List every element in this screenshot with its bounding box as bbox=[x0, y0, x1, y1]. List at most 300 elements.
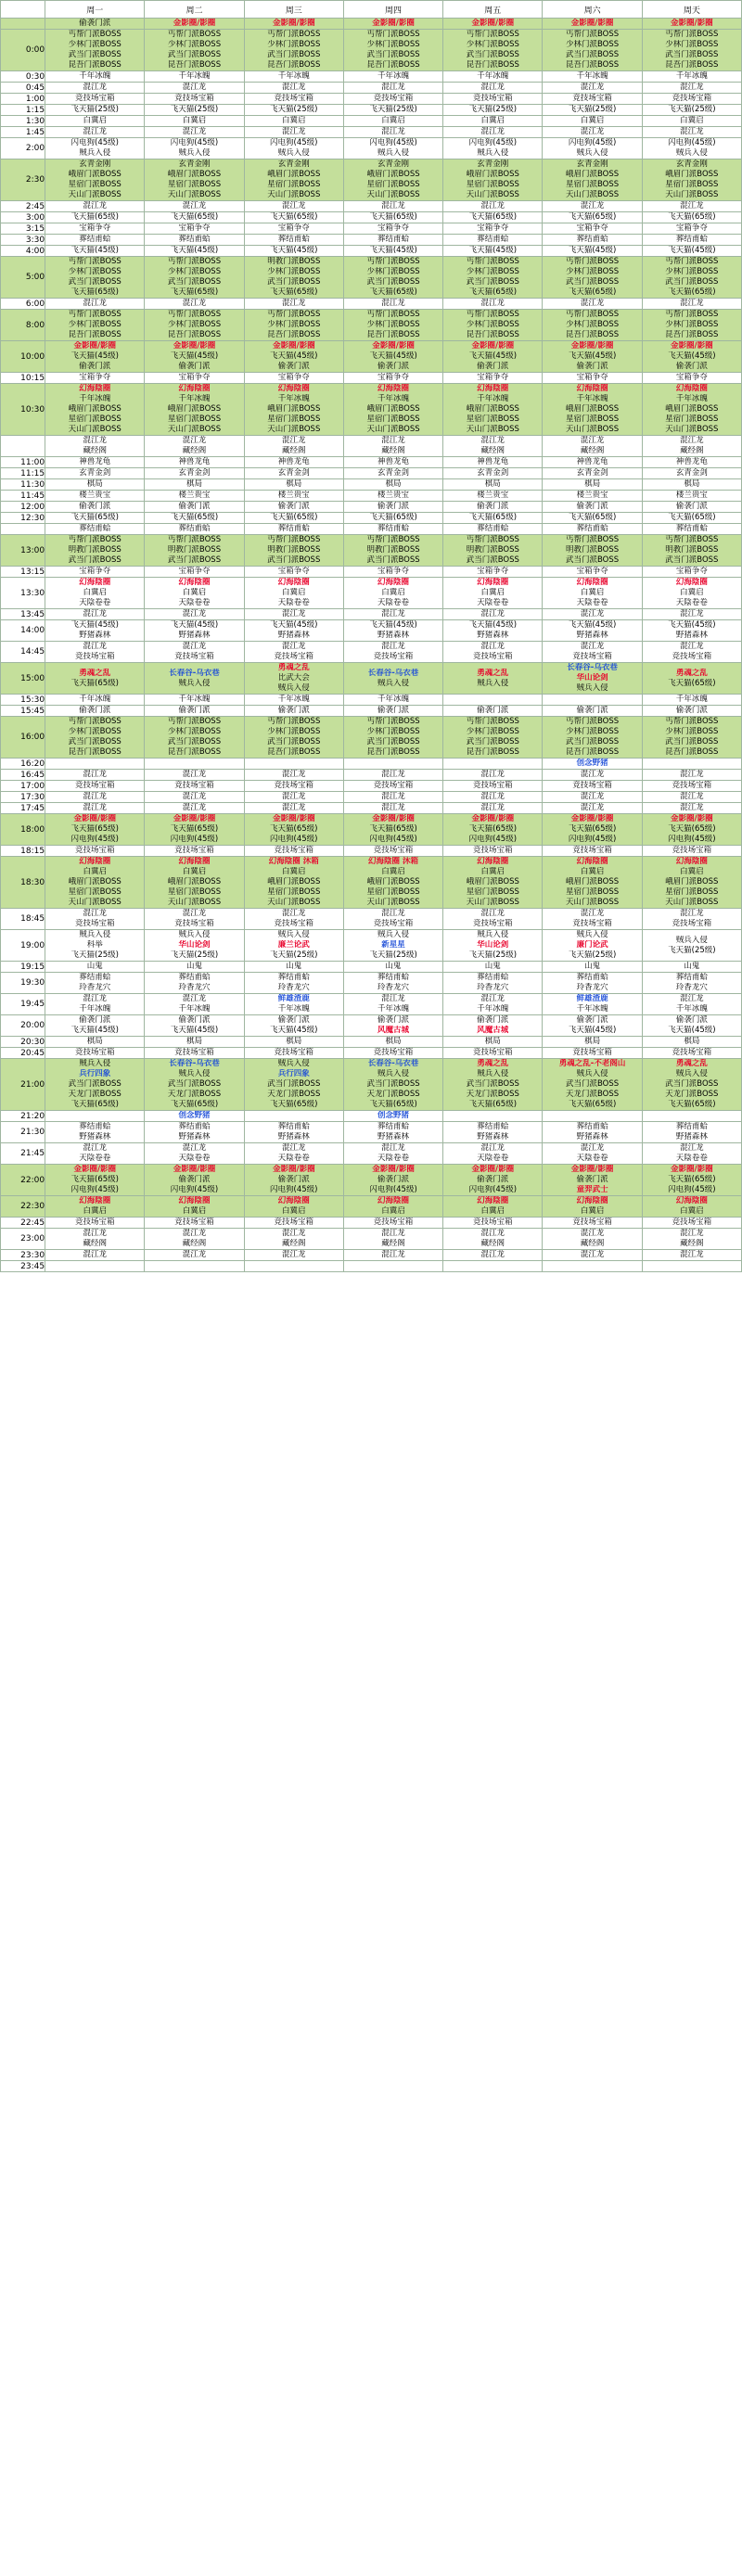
row-time-label: 16:00 bbox=[1, 717, 45, 759]
event-label: 竞技场宝箱 bbox=[672, 94, 712, 103]
event-label: 天山门派BOSS bbox=[665, 898, 719, 907]
schedule-cell bbox=[45, 513, 145, 524]
schedule-cell bbox=[145, 373, 244, 384]
schedule-cell bbox=[45, 535, 145, 567]
row-time-label: 15:30 bbox=[1, 695, 45, 706]
event-label: 混江龙 bbox=[381, 83, 405, 92]
schedule-cell bbox=[145, 609, 244, 620]
schedule-cell bbox=[343, 930, 442, 962]
event-label: 宝箱争夺 bbox=[277, 223, 310, 233]
event-label: 白冀启 bbox=[680, 867, 704, 876]
schedule-cell bbox=[642, 994, 741, 1015]
event-label: 丐帮门派BOSS bbox=[466, 717, 519, 726]
event-label: 竞技场宝箱 bbox=[373, 846, 414, 855]
schedule-cell bbox=[443, 502, 543, 513]
schedule-cell bbox=[45, 223, 145, 235]
event-label: 勇魂之乱 bbox=[277, 663, 310, 672]
event-label: 混江龙 bbox=[480, 909, 505, 918]
schedule-cell bbox=[145, 994, 244, 1015]
schedule-cell bbox=[443, 535, 543, 567]
event-label: 竞技场宝箱 bbox=[572, 781, 612, 790]
schedule-cell bbox=[642, 1196, 741, 1218]
event-label: 藏经阁 bbox=[680, 446, 704, 455]
event-label: 竞技场宝箱 bbox=[74, 94, 115, 103]
schedule-cell bbox=[443, 706, 543, 717]
schedule-cell bbox=[145, 973, 244, 994]
schedule-cell bbox=[45, 246, 145, 257]
header-time-col bbox=[1, 1, 45, 19]
event-label: 偷袭门派 bbox=[277, 362, 310, 371]
event-label: 千年冰魄 bbox=[277, 71, 310, 81]
row-time-label: 21:30 bbox=[1, 1122, 45, 1143]
event-label: 飞天猫(45级) bbox=[270, 1026, 318, 1035]
event-label: 竞技场宝箱 bbox=[373, 652, 414, 661]
schedule-cell bbox=[343, 578, 442, 609]
event-label: 天山门派BOSS bbox=[267, 190, 321, 199]
event-label: 峨眉门派BOSS bbox=[366, 170, 420, 179]
event-label: 峨眉门派BOSS bbox=[565, 170, 620, 179]
event-label: 混江龙 bbox=[282, 127, 306, 136]
row-time-label: 6:00 bbox=[1, 299, 45, 310]
event-label: 少林门派BOSS bbox=[267, 727, 321, 736]
table-row bbox=[1, 1261, 742, 1272]
schedule-cell bbox=[343, 235, 442, 246]
schedule-cell bbox=[642, 127, 741, 138]
event-label: 科举 bbox=[86, 940, 103, 950]
event-label: 昆吾门派BOSS bbox=[267, 60, 321, 70]
event-label bbox=[543, 695, 641, 705]
event-label: 偷袭门派 bbox=[79, 362, 111, 371]
schedule-cell bbox=[343, 642, 442, 663]
schedule-cell bbox=[145, 770, 244, 781]
event-label: 兵行四象 bbox=[277, 1069, 310, 1078]
table-row bbox=[1, 781, 742, 792]
row-time-label: 11:00 bbox=[1, 457, 45, 468]
event-label: 闪电狗(45级) bbox=[568, 138, 617, 147]
schedule-cell bbox=[343, 83, 442, 94]
row-time-label: 15:45 bbox=[1, 706, 45, 717]
schedule-cell bbox=[543, 781, 642, 792]
event-label: 飞天猫(65级) bbox=[170, 513, 219, 522]
event-label: 金影圈/影圈 bbox=[372, 341, 415, 351]
event-label: 偷袭门派 bbox=[377, 1175, 410, 1184]
row-time-label: 1:15 bbox=[1, 105, 45, 116]
event-label: 神兽龙龟 bbox=[675, 457, 708, 466]
event-label: 幻海陰圈 bbox=[477, 578, 509, 587]
event-label: 飞天猫(45级) bbox=[369, 351, 417, 361]
schedule-cell bbox=[45, 468, 145, 479]
schedule-cell bbox=[543, 663, 642, 695]
event-label: 明教门派BOSS bbox=[267, 545, 321, 555]
event-label: 丐帮门派BOSS bbox=[366, 257, 420, 266]
event-label: 丐帮门派BOSS bbox=[167, 535, 222, 544]
event-label: 星宿门派BOSS bbox=[665, 180, 719, 189]
schedule-cell bbox=[642, 962, 741, 973]
row-time-label: 12:00 bbox=[1, 502, 45, 513]
table-row bbox=[1, 384, 742, 436]
event-label: 飞天猫(25级) bbox=[270, 105, 318, 114]
event-label: 丐帮门派BOSS bbox=[267, 30, 321, 39]
event-label: 竞技场宝箱 bbox=[174, 652, 214, 661]
event-label: 少林门派BOSS bbox=[68, 320, 122, 329]
event-label: 玲香龙穴 bbox=[477, 983, 509, 992]
event-label: 昆吾门派BOSS bbox=[167, 747, 222, 757]
event-label: 竞技场宝箱 bbox=[74, 919, 115, 928]
event-label: 武当门派BOSS bbox=[68, 50, 122, 59]
event-label: 天山门派BOSS bbox=[466, 425, 519, 434]
event-label: 偷袭门派 bbox=[277, 706, 310, 715]
schedule-cell bbox=[642, 803, 741, 814]
event-label: 创念野猪 bbox=[576, 759, 608, 768]
schedule-cell bbox=[145, 436, 244, 457]
event-label: 偷袭门派 bbox=[277, 1175, 310, 1184]
event-label: 明教门派BOSS bbox=[665, 545, 719, 555]
event-label: 丐帮门派BOSS bbox=[68, 535, 122, 544]
event-label: 天陰卷卷 bbox=[477, 598, 509, 607]
schedule-cell bbox=[244, 535, 343, 567]
event-label: 葬结甫蛤 bbox=[576, 1122, 608, 1131]
event-label: 野猪森林 bbox=[477, 1132, 509, 1141]
event-label: 藏经阁 bbox=[282, 446, 306, 455]
schedule-cell bbox=[543, 30, 642, 71]
event-label: 混江龙 bbox=[381, 994, 405, 1003]
event-label: 偷袭门派 bbox=[277, 1015, 310, 1025]
event-label: 天山门派BOSS bbox=[366, 425, 420, 434]
event-label bbox=[643, 1261, 741, 1271]
event-label bbox=[45, 1261, 144, 1271]
event-label: 鲜雄渣鹿 bbox=[277, 994, 310, 1003]
event-label: 野猪森林 bbox=[79, 1132, 111, 1141]
event-label: 天陰卷卷 bbox=[79, 1154, 111, 1163]
schedule-cell bbox=[244, 30, 343, 71]
event-label: 千年冰魄 bbox=[675, 71, 708, 81]
schedule-cell bbox=[45, 846, 145, 857]
table-row bbox=[1, 1250, 742, 1261]
schedule-cell bbox=[45, 792, 145, 803]
schedule-cell bbox=[145, 1048, 244, 1059]
event-label: 幻海陰圈 bbox=[178, 1196, 211, 1205]
event-label: 幻海陰圈 bbox=[576, 578, 608, 587]
event-label: 飞天猫(65级) bbox=[70, 212, 119, 222]
event-label: 混江龙 bbox=[480, 770, 505, 779]
event-label: 武当门派BOSS bbox=[366, 555, 420, 565]
schedule-cell bbox=[343, 138, 442, 159]
event-label: 藏经阁 bbox=[381, 1239, 405, 1248]
event-label: 华山论剑 bbox=[178, 940, 211, 950]
table-row bbox=[1, 717, 742, 759]
event-label: 飞天猫(45级) bbox=[70, 1026, 119, 1035]
event-label: 天山门派BOSS bbox=[565, 190, 620, 199]
event-label: 贼兵入侵 bbox=[576, 148, 608, 158]
event-label: 幻海陰圈 沐箱 bbox=[368, 857, 419, 866]
schedule-cell bbox=[343, 373, 442, 384]
event-label: 棋局 bbox=[385, 479, 402, 489]
event-label: 金影圈/影圈 bbox=[73, 814, 117, 823]
event-label: 天山门派BOSS bbox=[267, 898, 321, 907]
event-label: 金影圈/影圈 bbox=[272, 341, 315, 351]
event-label: 混江龙 bbox=[182, 201, 207, 210]
event-label: 棋局 bbox=[186, 1037, 203, 1046]
event-label: 野猪森林 bbox=[576, 1132, 608, 1141]
schedule-cell bbox=[543, 1165, 642, 1196]
event-label bbox=[443, 759, 542, 769]
schedule-cell bbox=[343, 384, 442, 436]
event-label: 幻海陰圈 bbox=[576, 384, 608, 393]
event-label: 混江龙 bbox=[282, 792, 306, 801]
event-label: 藏经阁 bbox=[83, 446, 107, 455]
event-label: 峨眉门派BOSS bbox=[665, 877, 719, 886]
event-label: 玄青金剑 bbox=[178, 468, 211, 478]
event-label: 混江龙 bbox=[381, 127, 405, 136]
event-label: 混江龙 bbox=[580, 642, 605, 651]
event-label: 峨眉门派BOSS bbox=[68, 877, 122, 886]
schedule-cell bbox=[343, 1037, 442, 1048]
event-label: 葬结甫蛤 bbox=[675, 235, 708, 244]
schedule-cell bbox=[343, 246, 442, 257]
row-time-label: 20:30 bbox=[1, 1037, 45, 1048]
event-label: 天龙门派BOSS bbox=[366, 1090, 420, 1099]
event-label: 偷袭门派 bbox=[377, 1015, 410, 1025]
schedule-cell bbox=[642, 310, 741, 341]
event-label: 混江龙 bbox=[580, 1143, 605, 1153]
event-label: 竞技场宝箱 bbox=[174, 846, 214, 855]
event-label: 白冀启 bbox=[580, 588, 605, 597]
schedule-cell bbox=[45, 994, 145, 1015]
event-label: 混江龙 bbox=[282, 609, 306, 618]
event-label: 昆吾门派BOSS bbox=[267, 747, 321, 757]
event-label: 宝箱争夺 bbox=[277, 567, 310, 576]
event-label: 葬结甫蛤 bbox=[477, 235, 509, 244]
table-row bbox=[1, 1015, 742, 1037]
schedule-cell bbox=[443, 909, 543, 930]
schedule-cell bbox=[145, 695, 244, 706]
schedule-cell bbox=[343, 567, 442, 578]
table-row bbox=[1, 71, 742, 83]
event-label: 楼兰贵宝 bbox=[277, 491, 310, 500]
schedule-cell bbox=[244, 930, 343, 962]
schedule-cell bbox=[343, 695, 442, 706]
event-label: 偷袭门派 bbox=[79, 706, 111, 715]
event-label: 混江龙 bbox=[182, 299, 207, 308]
event-label: 贼兵入侵 bbox=[477, 1069, 509, 1078]
event-label: 混江龙 bbox=[83, 909, 107, 918]
event-label: 天陰卷卷 bbox=[675, 598, 708, 607]
event-label: 贼兵入侵 bbox=[675, 935, 708, 945]
event-label: 丐帮门派BOSS bbox=[167, 717, 222, 726]
schedule-cell bbox=[244, 127, 343, 138]
schedule-cell bbox=[543, 127, 642, 138]
table-row bbox=[1, 962, 742, 973]
schedule-cell bbox=[244, 706, 343, 717]
event-label: 飞天猫(25级) bbox=[668, 105, 716, 114]
event-label: 葬结甫蛤 bbox=[377, 524, 410, 533]
event-label: 少林门派BOSS bbox=[366, 40, 420, 49]
schedule-cell bbox=[244, 94, 343, 105]
row-time-label: 10:00 bbox=[1, 341, 45, 373]
event-label: 野猪森林 bbox=[277, 1132, 310, 1141]
event-label: 少林门派BOSS bbox=[167, 40, 222, 49]
event-label: 武当门派BOSS bbox=[68, 277, 122, 287]
event-label: 金影圈/影圈 bbox=[471, 1165, 515, 1174]
schedule-cell bbox=[543, 930, 642, 962]
schedule-cell bbox=[343, 1111, 442, 1122]
event-label bbox=[543, 1261, 641, 1271]
schedule-cell bbox=[343, 257, 442, 299]
event-label: 千年冰魄 bbox=[79, 394, 111, 403]
row-time-label: 0:00 bbox=[1, 30, 45, 71]
schedule-cell bbox=[642, 846, 741, 857]
schedule-cell bbox=[244, 436, 343, 457]
schedule-cell bbox=[343, 1048, 442, 1059]
schedule-cell bbox=[343, 127, 442, 138]
event-label: 丐帮门派BOSS bbox=[565, 30, 620, 39]
event-label: 昆吾门派BOSS bbox=[466, 60, 519, 70]
event-label: 丐帮门派BOSS bbox=[366, 535, 420, 544]
event-label: 少林门派BOSS bbox=[167, 727, 222, 736]
schedule-cell bbox=[642, 1218, 741, 1229]
event-label: 飞天猫(65级) bbox=[70, 1100, 119, 1109]
schedule-cell bbox=[642, 1250, 741, 1261]
event-label: 葬结甫蛤 bbox=[277, 1122, 310, 1131]
event-label: 混江龙 bbox=[680, 1143, 704, 1153]
table-row bbox=[1, 105, 742, 116]
schedule-cell bbox=[642, 1059, 741, 1111]
event-label: 野猪森林 bbox=[277, 631, 310, 640]
event-label: 混江龙 bbox=[83, 201, 107, 210]
event-label: 千年冰魄 bbox=[277, 695, 310, 704]
schedule-cell bbox=[642, 1165, 741, 1196]
event-label: 山鬼 bbox=[484, 962, 501, 971]
schedule-cell bbox=[45, 609, 145, 620]
schedule-cell bbox=[543, 310, 642, 341]
event-label: 贼兵入侵 bbox=[79, 1059, 111, 1068]
event-label: 白冀启 bbox=[680, 1206, 704, 1216]
event-label: 竞技场宝箱 bbox=[473, 94, 513, 103]
event-label: 天山门派BOSS bbox=[68, 898, 122, 907]
schedule-cell bbox=[145, 1037, 244, 1048]
event-label: 偷袭门派 bbox=[477, 706, 509, 715]
event-label: 白冀启 bbox=[282, 1206, 306, 1216]
event-label: 千年冰魄 bbox=[675, 1004, 708, 1014]
event-label: 武当门派BOSS bbox=[665, 50, 719, 59]
schedule-cell bbox=[642, 792, 741, 803]
event-label: 野猪森林 bbox=[178, 631, 211, 640]
event-label bbox=[443, 1261, 542, 1271]
event-label: 峨眉门派BOSS bbox=[68, 404, 122, 414]
schedule-cell bbox=[642, 1111, 741, 1122]
event-label bbox=[45, 759, 144, 769]
event-label: 楼兰贵宝 bbox=[178, 491, 211, 500]
event-label: 天龙门派BOSS bbox=[565, 1090, 620, 1099]
table-row bbox=[1, 127, 742, 138]
event-label: 竞技场宝箱 bbox=[473, 919, 513, 928]
row-time-label: 19:30 bbox=[1, 973, 45, 994]
schedule-cell bbox=[244, 620, 343, 642]
schedule-cell bbox=[244, 1122, 343, 1143]
event-label: 白冀启 bbox=[480, 1206, 505, 1216]
event-label: 贼兵入侵 bbox=[576, 1069, 608, 1078]
schedule-cell bbox=[145, 1122, 244, 1143]
event-label: 竞技场宝箱 bbox=[572, 919, 612, 928]
schedule-cell bbox=[543, 94, 642, 105]
event-label: 宝箱争夺 bbox=[79, 223, 111, 233]
schedule-cell bbox=[343, 962, 442, 973]
schedule-cell bbox=[642, 578, 741, 609]
event-label bbox=[45, 1111, 144, 1121]
schedule-cell bbox=[543, 491, 642, 502]
schedule-cell bbox=[543, 1122, 642, 1143]
schedule-cell bbox=[642, 513, 741, 524]
event-label: 飞天猫(25级) bbox=[468, 950, 518, 960]
schedule-cell bbox=[145, 1111, 244, 1122]
schedule-cell bbox=[443, 1250, 543, 1261]
event-label: 闪电狗(45级) bbox=[70, 138, 119, 147]
schedule-cell bbox=[343, 479, 442, 491]
schedule-cell bbox=[45, 1143, 145, 1165]
event-label: 葬结甫蛤 bbox=[178, 1122, 211, 1131]
schedule-cell bbox=[443, 930, 543, 962]
event-label: 竞技场宝箱 bbox=[174, 1218, 214, 1227]
schedule-cell bbox=[244, 513, 343, 524]
event-label: 童羿武士 bbox=[576, 1185, 608, 1194]
event-label: 贼兵入侵 bbox=[178, 678, 211, 688]
schedule-cell bbox=[443, 235, 543, 246]
event-label: 幻海陰圈 bbox=[79, 578, 111, 587]
event-label: 昆吾门派BOSS bbox=[466, 747, 519, 757]
event-label: 混江龙 bbox=[381, 1250, 405, 1259]
event-label: 峨眉门派BOSS bbox=[267, 170, 321, 179]
event-label: 丐帮门派BOSS bbox=[366, 310, 420, 319]
event-label: 混江龙 bbox=[480, 642, 505, 651]
event-label: 飞天猫(45级) bbox=[668, 351, 716, 361]
event-label: 武当门派BOSS bbox=[665, 277, 719, 287]
event-label: 葬结甫蛤 bbox=[277, 973, 310, 982]
schedule-cell bbox=[343, 341, 442, 373]
event-label: 幻海陰圈 bbox=[576, 1196, 608, 1205]
schedule-cell bbox=[642, 609, 741, 620]
schedule-cell bbox=[45, 706, 145, 717]
event-label: 勇魂之乱 bbox=[477, 668, 509, 678]
event-label: 野猪森林 bbox=[675, 1132, 708, 1141]
event-label: 天陰卷卷 bbox=[178, 598, 211, 607]
event-label: 混江龙 bbox=[580, 299, 605, 308]
event-label: 飞天猫(45级) bbox=[668, 246, 716, 255]
event-label: 飞天猫(65级) bbox=[170, 212, 219, 222]
schedule-cell bbox=[642, 1229, 741, 1250]
row-time-label: 1:00 bbox=[1, 94, 45, 105]
schedule-cell bbox=[244, 491, 343, 502]
schedule-cell bbox=[343, 299, 442, 310]
schedule-cell bbox=[244, 1165, 343, 1196]
event-label: 丐帮门派BOSS bbox=[68, 717, 122, 726]
event-label: 少林门派BOSS bbox=[565, 320, 620, 329]
event-label: 风魔古城 bbox=[477, 1026, 509, 1035]
event-label: 混江龙 bbox=[680, 436, 704, 445]
table-row bbox=[1, 524, 742, 535]
schedule-cell bbox=[343, 116, 442, 127]
event-label: 葬结甫蛤 bbox=[377, 1122, 410, 1131]
event-label: 白冀启 bbox=[480, 116, 505, 125]
table-row bbox=[1, 201, 742, 212]
schedule-cell bbox=[543, 1261, 642, 1272]
schedule-cell bbox=[45, 116, 145, 127]
event-label: 宝箱争夺 bbox=[675, 567, 708, 576]
event-label: 混江龙 bbox=[83, 83, 107, 92]
schedule-cell bbox=[244, 962, 343, 973]
table-row bbox=[1, 770, 742, 781]
schedule-cell bbox=[45, 127, 145, 138]
event-label: 混江龙 bbox=[680, 299, 704, 308]
